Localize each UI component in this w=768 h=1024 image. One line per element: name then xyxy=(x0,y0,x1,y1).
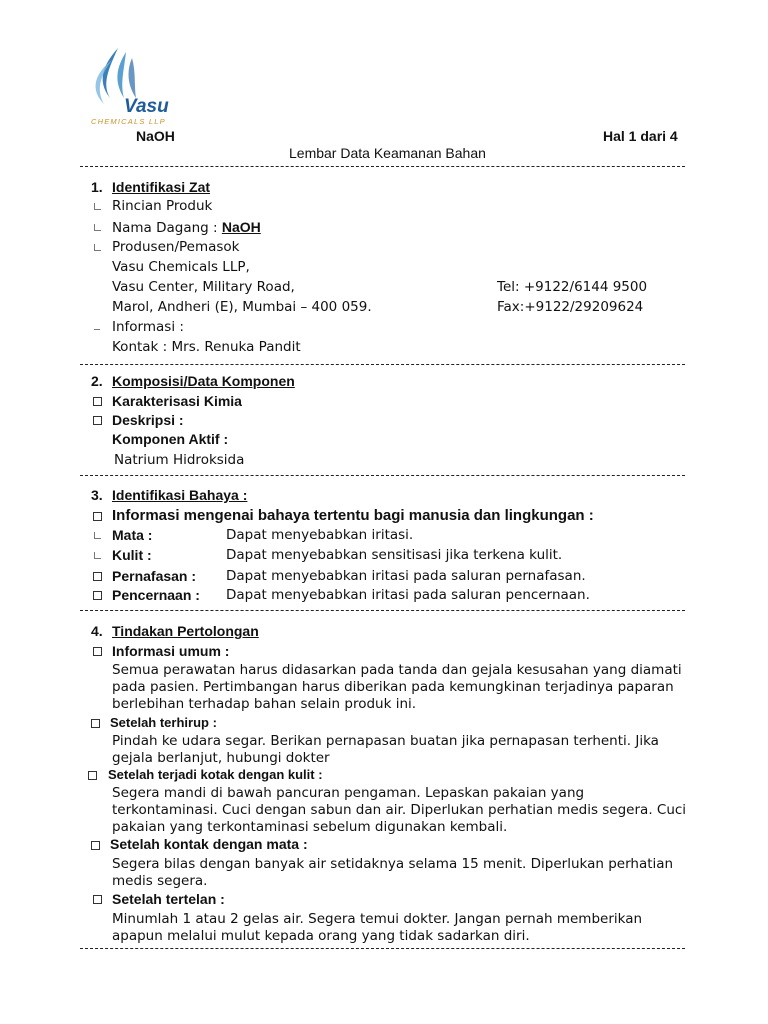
checkbox-icon xyxy=(93,416,102,425)
rincian-produk: Rincian Produk xyxy=(112,198,213,214)
first-aid-label: Setelah tertelan : xyxy=(112,891,225,907)
checkbox-icon xyxy=(91,841,100,850)
section-4-title: Tindakan Pertolongan xyxy=(112,623,259,639)
first-aid-text: Segera mandi di bawah pancuran pengaman. Lepaskan pakaian yang terkontaminasi. Cuci dengan sabun dan air. Diperlukan perhatian medis segera. Cuci pakaian yang terkontaminasi sebelum digunakan kembali. xyxy=(112,785,687,835)
hazard-label: Kulit : xyxy=(112,547,152,563)
divider xyxy=(80,948,685,949)
nama-dagang xyxy=(112,219,261,236)
hazard-text: Dapat menyebabkan sensitisasi jika terkena kulit. xyxy=(226,547,563,563)
first-aid-text: Pindah ke udara segar. Berikan pernapasan buatan jika pernapasan terhenti. Jika gejala berlanjut, hubungi dokter xyxy=(112,733,659,766)
first-aid-label: Setelah terjadi kotak dengan kulit : xyxy=(108,767,323,782)
first-aid-label: Informasi umum : xyxy=(112,643,230,659)
divider xyxy=(80,475,685,476)
nama-dagang-value: NaOH xyxy=(221,219,261,235)
section-1-title: Identifikasi Zat xyxy=(112,179,211,195)
checkbox-icon xyxy=(93,591,102,600)
hazard-info-heading: Informasi mengenai bahaya tertentu bagi manusia dan lingkungan : xyxy=(112,507,594,524)
product-code: NaOH xyxy=(136,128,175,144)
komponen-aktif-label: Komponen Aktif : xyxy=(112,431,229,447)
karakterisasi-kimia: Karakterisasi Kimia xyxy=(112,393,242,409)
svg-text:Vasu: Vasu xyxy=(124,96,169,117)
flame-logo-icon xyxy=(86,46,176,128)
bullet-icon xyxy=(94,244,101,251)
section-2-number: 2. xyxy=(91,373,103,389)
first-aid-label: Setelah kontak dengan mata : xyxy=(110,836,308,852)
deskripsi-label: Deskripsi : xyxy=(112,412,184,428)
informasi-label: Informasi : xyxy=(112,319,184,335)
komponen-aktif-value: Natrium Hidroksida xyxy=(114,452,245,468)
kontak: Kontak : Mrs. Renuka Pandit xyxy=(112,339,301,355)
checkbox-icon xyxy=(93,512,102,521)
hazard-label: Pencernaan : xyxy=(112,587,200,603)
hazard-text: Dapat menyebabkan iritasi pada saluran pernafasan. xyxy=(226,568,586,584)
bullet-icon xyxy=(94,552,101,559)
checkbox-icon xyxy=(93,647,102,656)
first-aid-label: Setelah terhirup : xyxy=(110,715,217,730)
checkbox-icon xyxy=(91,719,100,728)
nama-dagang-label: Nama Dagang : xyxy=(112,220,222,236)
first-aid-text: Semua perawatan harus didasarkan pada tanda dan gejala kesusahan yang diamati pada pasien. Pertimbangan harus diberikan pada kemungkinan terjadinya paparan berlebihan terhadap bahan selain produk ini. xyxy=(112,662,682,712)
checkbox-icon xyxy=(88,771,97,780)
telephone: Tel: +9122/6144 9500 xyxy=(497,279,648,295)
produsen-pemasok: Produsen/Pemasok xyxy=(112,239,240,255)
bullet-icon xyxy=(94,203,101,210)
hazard-text: Dapat menyebabkan iritasi pada saluran pencernaan. xyxy=(226,587,590,603)
section-3-number: 3. xyxy=(91,487,103,503)
divider xyxy=(80,364,685,365)
section-4-number: 4. xyxy=(91,623,103,639)
divider xyxy=(80,166,685,167)
bullet-icon xyxy=(94,224,101,231)
section-1-number: 1. xyxy=(91,179,103,195)
hazard-label: Mata : xyxy=(112,527,153,543)
page-number: Hal 1 dari 4 xyxy=(603,128,678,144)
section-2-title: Komposisi/Data Komponen xyxy=(112,373,295,389)
bullet-icon xyxy=(94,532,101,539)
hazard-text: Dapat menyebabkan iritasi. xyxy=(226,527,414,543)
hazard-label: Pernafasan : xyxy=(112,568,197,584)
checkbox-icon xyxy=(93,895,102,904)
svg-text:CHEMICALS LLP: CHEMICALS LLP xyxy=(91,117,166,126)
document-title: Lembar Data Keamanan Bahan xyxy=(289,145,486,161)
section-3-title: Identifikasi Bahaya : xyxy=(112,487,248,503)
first-aid-text: Minumlah 1 atau 2 gelas air. Segera temui dokter. Jangan pernah memberikan apapun melalui mulut kepada orang yang tidak sadarkan diri. xyxy=(112,911,643,944)
bullet-icon xyxy=(94,323,100,330)
checkbox-icon xyxy=(93,397,102,406)
divider xyxy=(80,610,685,611)
company-logo xyxy=(86,46,176,128)
fax: Fax:+9122/29209624 xyxy=(497,299,644,315)
checkbox-icon xyxy=(93,572,102,581)
first-aid-text: Segera bilas dengan banyak air setidaknya selama 15 menit. Diperlukan perhatian medis segera. xyxy=(112,856,674,889)
address-line-3: Marol, Andheri (E), Mumbai – 400 059. xyxy=(112,299,372,315)
address-line-2: Vasu Center, Military Road, xyxy=(112,279,295,295)
address-line-1: Vasu Chemicals LLP, xyxy=(112,259,250,275)
